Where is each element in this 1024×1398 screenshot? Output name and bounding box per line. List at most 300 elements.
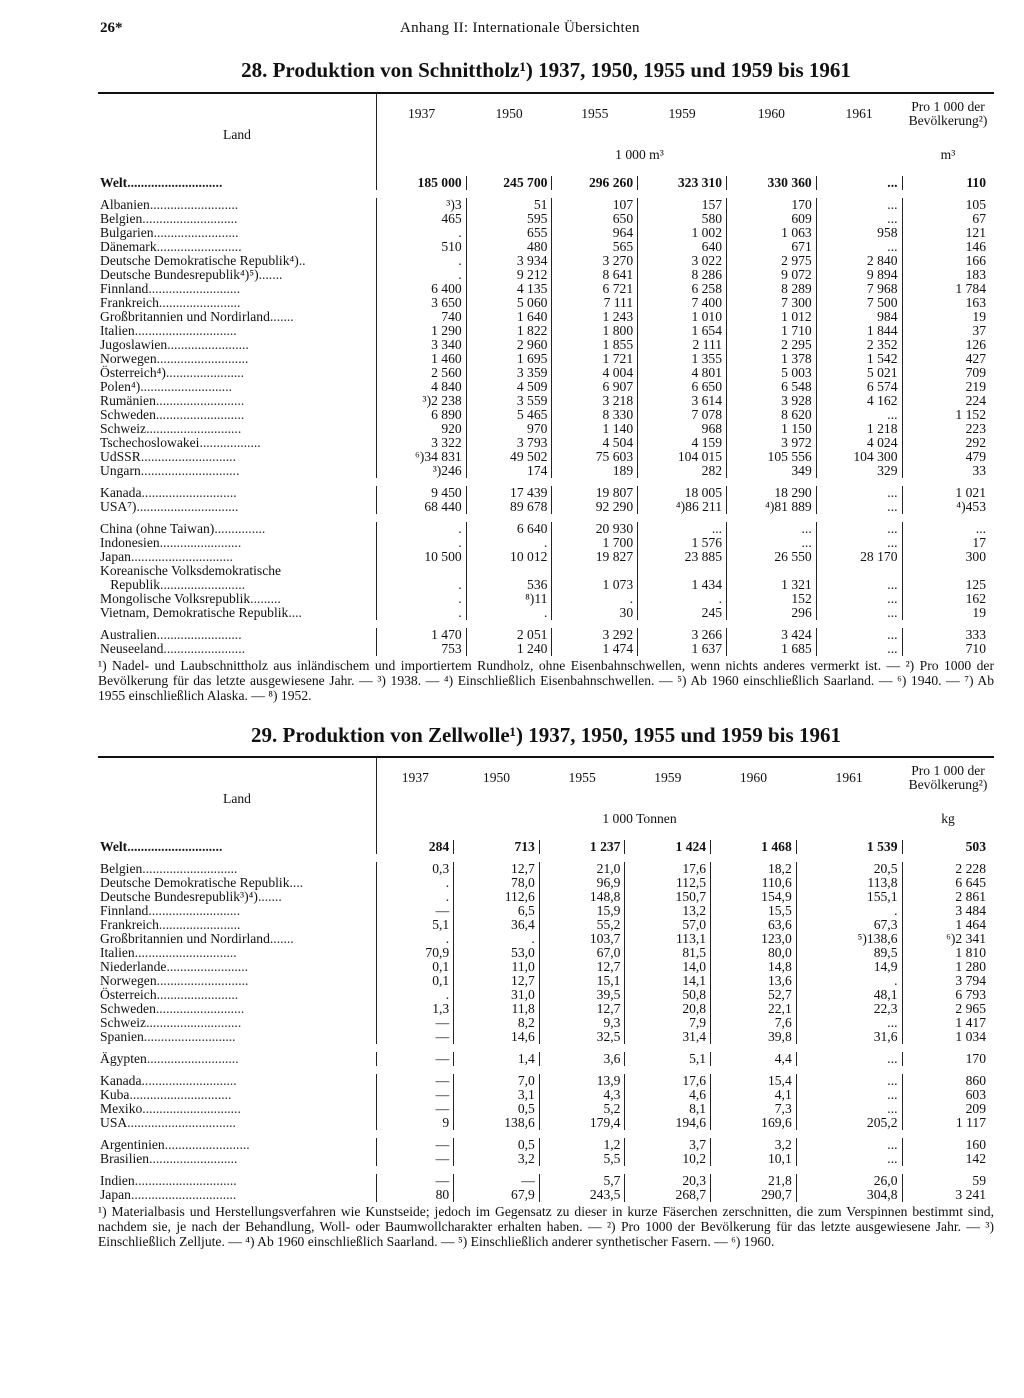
leader-dots: .........................	[156, 239, 242, 254]
value-cell: 300	[902, 550, 994, 564]
value-cell: .	[466, 606, 552, 620]
value-cell: 465	[377, 212, 467, 226]
value-cell: 1 010	[638, 310, 727, 324]
country-cell	[98, 1030, 377, 1044]
value-cell: 11,8	[454, 1002, 540, 1016]
value-cell: 112,6	[454, 890, 540, 904]
value-cell: 3 359	[466, 366, 552, 380]
table-row	[98, 1030, 994, 1044]
value-cell: 78,0	[454, 876, 540, 890]
value-cell: 1 243	[552, 310, 638, 324]
value-cell: 39,5	[539, 988, 625, 1002]
value-cell	[552, 564, 638, 578]
table29-col-land: Land	[98, 758, 377, 840]
value-cell: ...	[796, 1016, 902, 1030]
value-cell: 166	[902, 254, 994, 268]
value-cell: 282	[638, 464, 727, 478]
table-row	[98, 486, 994, 500]
country-name: Schweiz	[100, 421, 147, 436]
value-cell: 3,6	[539, 1052, 625, 1066]
value-cell: 185 000	[377, 176, 467, 190]
country-name: Spanien	[100, 1029, 144, 1044]
value-cell: 19	[902, 310, 994, 324]
value-cell: 1 822	[466, 324, 552, 338]
value-cell: 2 861	[902, 890, 994, 904]
value-cell: 10,2	[625, 1152, 711, 1166]
country-name: Frankreich	[100, 917, 159, 932]
value-cell: 0,1	[377, 974, 454, 988]
table-row	[98, 380, 994, 394]
value-cell: ...	[816, 176, 902, 190]
leader-dots: ..............................	[134, 1173, 237, 1188]
country-name: Norwegen	[100, 351, 157, 366]
country-name: Deutsche Bundesrepublik⁴)⁵)	[100, 267, 259, 282]
table-row	[98, 282, 994, 296]
value-cell: —	[377, 1030, 454, 1044]
value-cell: 2 111	[638, 338, 727, 352]
value-cell: 162	[902, 592, 994, 606]
value-cell: 609	[727, 212, 817, 226]
leader-dots: ............................	[141, 485, 237, 500]
value-cell: 1 290	[377, 324, 467, 338]
country-cell	[98, 522, 377, 536]
value-cell: .	[377, 522, 467, 536]
value-cell: 9 450	[377, 486, 467, 500]
value-cell: 4 801	[638, 366, 727, 380]
value-cell: 4 509	[466, 380, 552, 394]
value-cell: 8 286	[638, 268, 727, 282]
table-row	[98, 408, 994, 422]
table-row	[98, 366, 994, 380]
country-name: Kuba	[100, 1087, 130, 1102]
value-cell: 4 159	[638, 436, 727, 450]
table-row	[98, 988, 994, 1002]
value-cell: .	[377, 254, 467, 268]
country-name: Neuseeland	[100, 641, 164, 656]
value-cell: 7,9	[625, 1016, 711, 1030]
country-cell	[98, 366, 377, 380]
value-cell: 31,4	[625, 1030, 711, 1044]
value-cell: 7 111	[552, 296, 638, 310]
country-name: Welt	[100, 839, 128, 854]
value-cell: .	[377, 578, 467, 592]
value-cell: .	[377, 932, 454, 946]
value-cell: 753	[377, 642, 467, 656]
value-cell: 30	[552, 606, 638, 620]
value-cell: 10 012	[466, 550, 552, 564]
leader-dots: ..............................	[134, 945, 237, 960]
country-name: Australien	[100, 627, 157, 642]
country-cell	[98, 380, 377, 394]
country-name: Mexiko	[100, 1101, 143, 1116]
value-cell: 112,5	[625, 876, 711, 890]
country-cell	[98, 890, 377, 904]
country-name: Albanien	[100, 197, 150, 212]
value-cell: ...	[816, 592, 902, 606]
value-cell: 20,5	[796, 862, 902, 876]
value-cell: 3 793	[466, 436, 552, 450]
value-cell: 6 793	[902, 988, 994, 1002]
value-cell: 17	[902, 536, 994, 550]
value-cell: ...	[816, 522, 902, 536]
country-cell	[98, 918, 377, 932]
value-cell: 3 270	[552, 254, 638, 268]
value-cell: 150,7	[625, 890, 711, 904]
country-name: Österreich⁴)	[100, 365, 166, 380]
table-row	[98, 1102, 994, 1116]
country-cell	[98, 932, 377, 946]
value-cell: 3 266	[638, 628, 727, 642]
value-cell: 4,4	[711, 1052, 797, 1066]
value-cell: 3 972	[727, 436, 817, 450]
value-cell: 55,2	[539, 918, 625, 932]
leader-dots: ........................	[156, 987, 239, 1002]
value-cell: 6 548	[727, 380, 817, 394]
value-cell: 154,9	[711, 890, 797, 904]
country-name: Tschechoslowakei	[100, 435, 200, 450]
country-name: Polen⁴)	[100, 379, 141, 394]
table-row	[98, 1016, 994, 1030]
value-cell: 31,6	[796, 1030, 902, 1044]
leader-dots: ....	[289, 875, 304, 890]
country-cell	[98, 282, 377, 296]
value-cell: 9,3	[539, 1016, 625, 1030]
country-name: Schweden	[100, 407, 156, 422]
value-cell: 15,1	[539, 974, 625, 988]
value-cell: 3,7	[625, 1138, 711, 1152]
table28-unit: 1 000 m³	[615, 147, 664, 162]
value-cell: 33	[902, 464, 994, 478]
country-cell	[98, 904, 377, 918]
value-cell: 4,1	[711, 1088, 797, 1102]
table29-year-1937: 1937	[401, 770, 429, 785]
value-cell: 4 004	[552, 366, 638, 380]
value-cell: 580	[638, 212, 727, 226]
value-cell: .	[377, 536, 467, 550]
value-cell: 22,1	[711, 1002, 797, 1016]
leader-dots: ..............................	[129, 1087, 232, 1102]
value-cell: 5 003	[727, 366, 817, 380]
table-row	[98, 946, 994, 960]
country-cell	[98, 876, 377, 890]
value-cell: 4 135	[466, 282, 552, 296]
value-cell: 1 218	[816, 422, 902, 436]
value-cell: 6 640	[466, 522, 552, 536]
country-cell	[98, 394, 377, 408]
table-row	[98, 932, 994, 946]
value-cell: 80	[377, 1188, 454, 1202]
value-cell: 1,4	[454, 1052, 540, 1066]
value-cell: ...	[902, 522, 994, 536]
value-cell: 292	[902, 436, 994, 450]
table28-title: 28. Produktion von Schnittholz¹) 1937, 1950, 1955 und 1959 bis 1961	[241, 58, 851, 82]
country-name: Ungarn	[100, 463, 141, 478]
value-cell: 503	[902, 840, 994, 854]
value-cell: 3 424	[727, 628, 817, 642]
country-cell	[98, 1116, 377, 1130]
value-cell: ⁴)453	[902, 500, 994, 514]
value-cell: .	[454, 932, 540, 946]
leader-dots: .......	[257, 889, 282, 904]
value-cell: 4 504	[552, 436, 638, 450]
value-cell: .	[377, 592, 467, 606]
value-cell: 2 228	[902, 862, 994, 876]
value-cell: 349	[727, 464, 817, 478]
value-cell: 671	[727, 240, 817, 254]
country-name: Brasilien	[100, 1151, 150, 1166]
value-cell: 28 170	[816, 550, 902, 564]
table-row	[98, 464, 994, 478]
country-name: Koreanische Volksdemokratische	[100, 563, 282, 578]
value-cell	[638, 564, 727, 578]
table-row	[98, 198, 994, 212]
country-cell	[98, 408, 377, 422]
value-cell: ⁶)34 831	[377, 450, 467, 464]
value-cell: 5,1	[625, 1052, 711, 1066]
value-cell: ⁵)138,6	[796, 932, 902, 946]
value-cell	[902, 564, 994, 578]
value-cell: 1 152	[902, 408, 994, 422]
leader-dots: .........	[250, 591, 281, 606]
value-cell: 860	[902, 1074, 994, 1088]
value-cell: 113,1	[625, 932, 711, 946]
value-cell: 8 330	[552, 408, 638, 422]
value-cell: 296 260	[552, 176, 638, 190]
table-row	[98, 904, 994, 918]
value-cell: —	[377, 1138, 454, 1152]
value-cell: 1 240	[466, 642, 552, 656]
country-cell	[98, 564, 377, 578]
value-cell: 142	[902, 1152, 994, 1166]
country-name: Mongolische Volksrepublik	[100, 591, 251, 606]
leader-dots: ...........................	[140, 379, 232, 394]
country-cell	[98, 436, 377, 450]
value-cell: 7 400	[638, 296, 727, 310]
country-cell	[98, 254, 377, 268]
country-name: Belgien	[100, 211, 143, 226]
value-cell: 103,7	[539, 932, 625, 946]
value-cell: 710	[902, 642, 994, 656]
value-cell: 7 500	[816, 296, 902, 310]
leader-dots: ..........................	[155, 407, 245, 422]
value-cell: 3,2	[454, 1152, 540, 1166]
value-cell: 169,6	[711, 1116, 797, 1130]
leader-dots: ...............................	[130, 1187, 237, 1202]
value-cell: ...	[816, 578, 902, 592]
value-cell: ⁸)11	[466, 592, 552, 606]
value-cell: 48,1	[796, 988, 902, 1002]
value-cell: 52,7	[711, 988, 797, 1002]
table-row	[98, 564, 994, 578]
value-cell: 7 078	[638, 408, 727, 422]
country-cell	[98, 550, 377, 564]
country-name: Schweden	[100, 1001, 156, 1016]
country-cell	[98, 862, 377, 876]
value-cell: 146	[902, 240, 994, 254]
country-cell	[98, 840, 377, 854]
country-name: Indien	[100, 1173, 135, 1188]
value-cell: 17,6	[625, 862, 711, 876]
country-cell	[98, 296, 377, 310]
country-name: Deutsche Bundesrepublik³)⁴)	[100, 889, 258, 904]
value-cell: 480	[466, 240, 552, 254]
leader-dots: ...........................	[143, 1029, 236, 1044]
country-name: Finnland	[100, 903, 149, 918]
table29-body	[98, 840, 994, 1202]
leader-dots: .........................	[160, 577, 246, 592]
value-cell: ⁶)2 341	[902, 932, 994, 946]
value-cell: ³)246	[377, 464, 467, 478]
value-cell: 5 060	[466, 296, 552, 310]
value-cell: 12,7	[454, 862, 540, 876]
leader-dots: ........................	[163, 641, 245, 656]
value-cell: 1 321	[727, 578, 817, 592]
value-cell: 6 650	[638, 380, 727, 394]
table-row	[98, 226, 994, 240]
value-cell: —	[454, 1174, 540, 1188]
table-row	[98, 876, 994, 890]
table28	[98, 94, 994, 656]
country-name: Italien	[100, 945, 135, 960]
value-cell: 1 140	[552, 422, 638, 436]
table-row	[98, 1152, 994, 1166]
value-cell: 1,2	[539, 1138, 625, 1152]
value-cell: 92 290	[552, 500, 638, 514]
value-cell: 57,0	[625, 918, 711, 932]
value-cell: 6 400	[377, 282, 467, 296]
leader-dots: ............................	[127, 839, 223, 854]
value-cell: 155,1	[796, 890, 902, 904]
table-row	[98, 352, 994, 366]
country-cell	[98, 988, 377, 1002]
table-row	[98, 1074, 994, 1088]
value-cell: 7,3	[711, 1102, 797, 1116]
table-row	[98, 592, 994, 606]
value-cell: .	[552, 592, 638, 606]
value-cell: 18,2	[711, 862, 797, 876]
table-row	[98, 254, 994, 268]
leader-dots: .........................	[164, 1137, 250, 1152]
value-cell: 3 934	[466, 254, 552, 268]
value-cell: 209	[902, 1102, 994, 1116]
value-cell: ...	[796, 1052, 902, 1066]
leader-dots: ........................	[159, 535, 242, 550]
value-cell: 1 468	[711, 840, 797, 854]
value-cell: 12,7	[454, 974, 540, 988]
table-row	[98, 960, 994, 974]
country-cell	[98, 226, 377, 240]
value-cell: 10,1	[711, 1152, 797, 1166]
value-cell: 53,0	[454, 946, 540, 960]
value-cell: 20,8	[625, 1002, 711, 1016]
value-cell: 964	[552, 226, 638, 240]
value-cell: 125	[902, 578, 994, 592]
value-cell: ⁴)86 211	[638, 500, 727, 514]
value-cell: 1 464	[902, 918, 994, 932]
leader-dots: ........................	[166, 959, 248, 974]
country-name: UdSSR	[100, 449, 141, 464]
value-cell: 1 800	[552, 324, 638, 338]
value-cell: 9 072	[727, 268, 817, 282]
value-cell: ³)2 238	[377, 394, 467, 408]
value-cell: ⁴)81 889	[727, 500, 817, 514]
leader-dots: ..................	[199, 435, 261, 450]
table29-year-1950: 1950	[482, 770, 511, 785]
table-row	[98, 500, 994, 514]
country-name: Japan	[100, 549, 131, 564]
value-cell: 1 378	[727, 352, 817, 366]
value-cell: 21,0	[539, 862, 625, 876]
value-cell: 2 975	[727, 254, 817, 268]
table-row	[98, 606, 994, 620]
value-cell: 1 710	[727, 324, 817, 338]
value-cell: 8 289	[727, 282, 817, 296]
value-cell: 1 810	[902, 946, 994, 960]
value-cell: ...	[816, 536, 902, 550]
value-cell: 740	[377, 310, 467, 324]
value-cell: ...	[816, 606, 902, 620]
country-cell	[98, 578, 377, 592]
table28-year-1937: 1937	[408, 106, 436, 121]
value-cell: 245	[638, 606, 727, 620]
value-cell: 4,3	[539, 1088, 625, 1102]
value-cell: 9	[377, 1116, 454, 1130]
value-cell: 3 559	[466, 394, 552, 408]
country-name: Jugoslawien	[100, 337, 168, 352]
value-cell: 1 542	[816, 352, 902, 366]
value-cell	[466, 564, 552, 578]
value-cell: 3 241	[902, 1188, 994, 1202]
leader-dots: ...........................	[148, 903, 241, 918]
leader-dots: ..........................	[155, 1001, 245, 1016]
value-cell: 68 440	[377, 500, 467, 514]
leader-dots: ............................	[146, 421, 242, 436]
value-cell: 1 460	[377, 352, 467, 366]
value-cell: 2 560	[377, 366, 467, 380]
value-cell: 152	[727, 592, 817, 606]
value-cell: 121	[902, 226, 994, 240]
leader-dots: ............................	[142, 211, 238, 226]
value-cell: 296	[727, 606, 817, 620]
country-cell	[98, 212, 377, 226]
leader-dots: ..........................	[155, 393, 245, 408]
value-cell: 18 005	[638, 486, 727, 500]
table-row	[98, 296, 994, 310]
value-cell: 1 073	[552, 578, 638, 592]
country-cell	[98, 606, 377, 620]
leader-dots: .............................	[142, 1101, 241, 1116]
value-cell: 333	[902, 628, 994, 642]
country-name: Belgien	[100, 861, 143, 876]
value-cell: 51	[466, 198, 552, 212]
table28-year-1960: 1960	[757, 106, 785, 121]
country-name: Niederlande	[100, 959, 167, 974]
value-cell: 205,2	[796, 1116, 902, 1130]
value-cell: 70,9	[377, 946, 454, 960]
value-cell: .	[377, 606, 467, 620]
table29-title: 29. Produktion von Zellwolle¹) 1937, 1950, 1955 und 1959 bis 1961	[251, 723, 841, 747]
country-cell	[98, 450, 377, 464]
country-cell	[98, 1016, 377, 1030]
table28-year-1959: 1959	[668, 106, 696, 121]
value-cell: 59	[902, 1174, 994, 1188]
value-cell: .	[638, 592, 727, 606]
value-cell: 89 678	[466, 500, 552, 514]
value-cell: 223	[902, 422, 994, 436]
country-name: Dänemark	[100, 239, 157, 254]
leader-dots: ............................	[142, 861, 238, 876]
country-name: Ägypten	[100, 1051, 147, 1066]
